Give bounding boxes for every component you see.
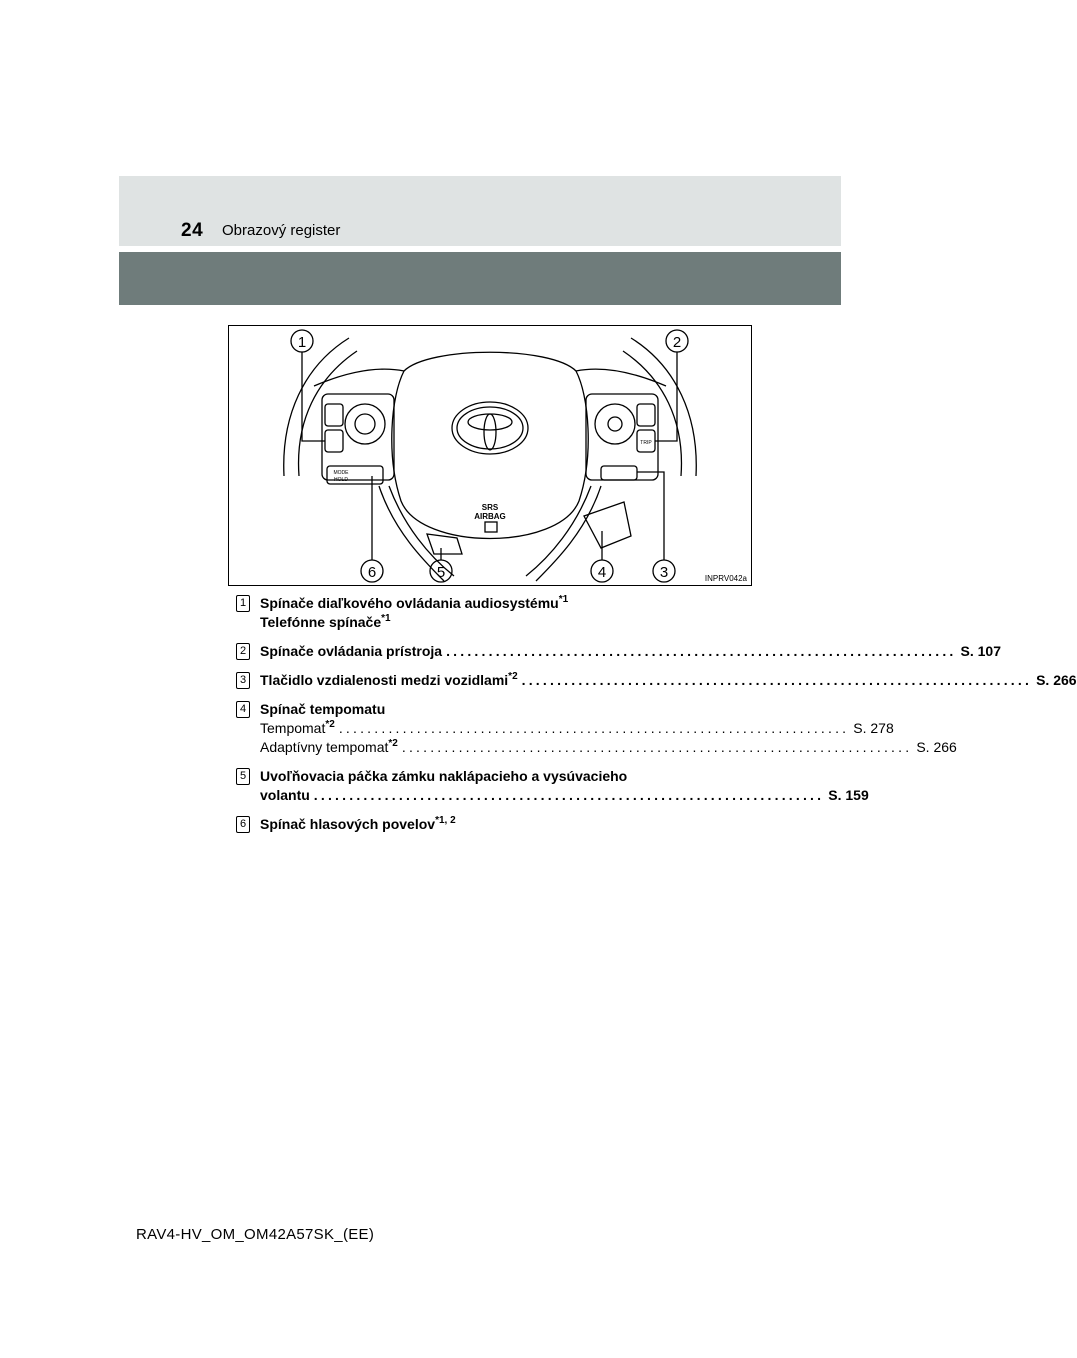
item-number-badge: 6: [236, 816, 250, 833]
svg-text:HOLD: HOLD: [334, 477, 348, 483]
steering-wheel-illustration: [229, 326, 751, 585]
item-line: Tlačidlo vzdialenosti medzi vozidlami$^{*2}$ ........................................................................ S. 266: [260, 671, 1077, 688]
item-line: Spínače ovládania prístroja ........................................................................ S. 107: [260, 643, 1002, 659]
page-reference[interactable]: S. 266: [1036, 672, 1077, 688]
svg-text:4: 4: [597, 564, 607, 581]
page-reference[interactable]: S. 278: [853, 720, 894, 736]
item-line: Spínač hlasových povelov$^{*1, 2}$: [260, 815, 456, 832]
item-line: Adaptívny tempomat$^{*2}$ ........................................................................ S. 266: [260, 738, 957, 755]
list-item: [236, 642, 1002, 661]
list-item: [236, 594, 722, 632]
item-line: volantu ........................................................................ S. 159: [260, 787, 869, 803]
item-number-badge: 4: [236, 701, 250, 718]
svg-text:6: 6: [367, 564, 377, 581]
figure-code: INPRV042a: [704, 574, 747, 583]
item-line: Spínač tempomatu: [260, 701, 386, 717]
list-item: [236, 767, 869, 805]
item-line: Spínače diaľkového ovládania audiosystému$^{*1}$: [260, 594, 569, 611]
svg-text:1: 1: [297, 334, 307, 351]
section-title: Obrazový register: [222, 222, 341, 239]
list-item: [236, 671, 1077, 690]
svg-text:AIRBAG: AIRBAG: [474, 512, 506, 521]
svg-text:SRS: SRS: [481, 503, 499, 512]
header-dark-band: [119, 252, 841, 305]
svg-text:MODE: MODE: [333, 470, 349, 476]
item-list: [236, 594, 1077, 844]
item-number-badge: 3: [236, 672, 250, 689]
svg-text:TRIP: TRIP: [640, 440, 652, 446]
page-reference[interactable]: S. 159: [828, 787, 869, 803]
item-number-badge: 2: [236, 643, 250, 660]
svg-text:5: 5: [436, 564, 446, 581]
svg-text:2: 2: [672, 334, 682, 351]
list-item: [236, 700, 957, 757]
item-number-badge: 1: [236, 595, 250, 612]
item-line: Telefónne spínače$^{*1}$: [260, 613, 391, 630]
page-reference[interactable]: S. 266: [916, 739, 957, 755]
steering-wheel-figure: [228, 325, 752, 586]
document-code: RAV4-HV_OM_OM42A57SK_(EE): [136, 1226, 375, 1243]
list-item: [236, 815, 722, 834]
item-line: Uvoľňovacia páčka zámku naklápacieho a vysúvacieho: [260, 768, 628, 784]
svg-text:3: 3: [659, 564, 669, 581]
page-reference[interactable]: S. 107: [960, 643, 1002, 659]
page-number: 24: [181, 220, 204, 241]
item-number-badge: 5: [236, 768, 250, 785]
item-line: Tempomat$^{*2}$ ........................................................................ S. 278: [260, 719, 894, 736]
